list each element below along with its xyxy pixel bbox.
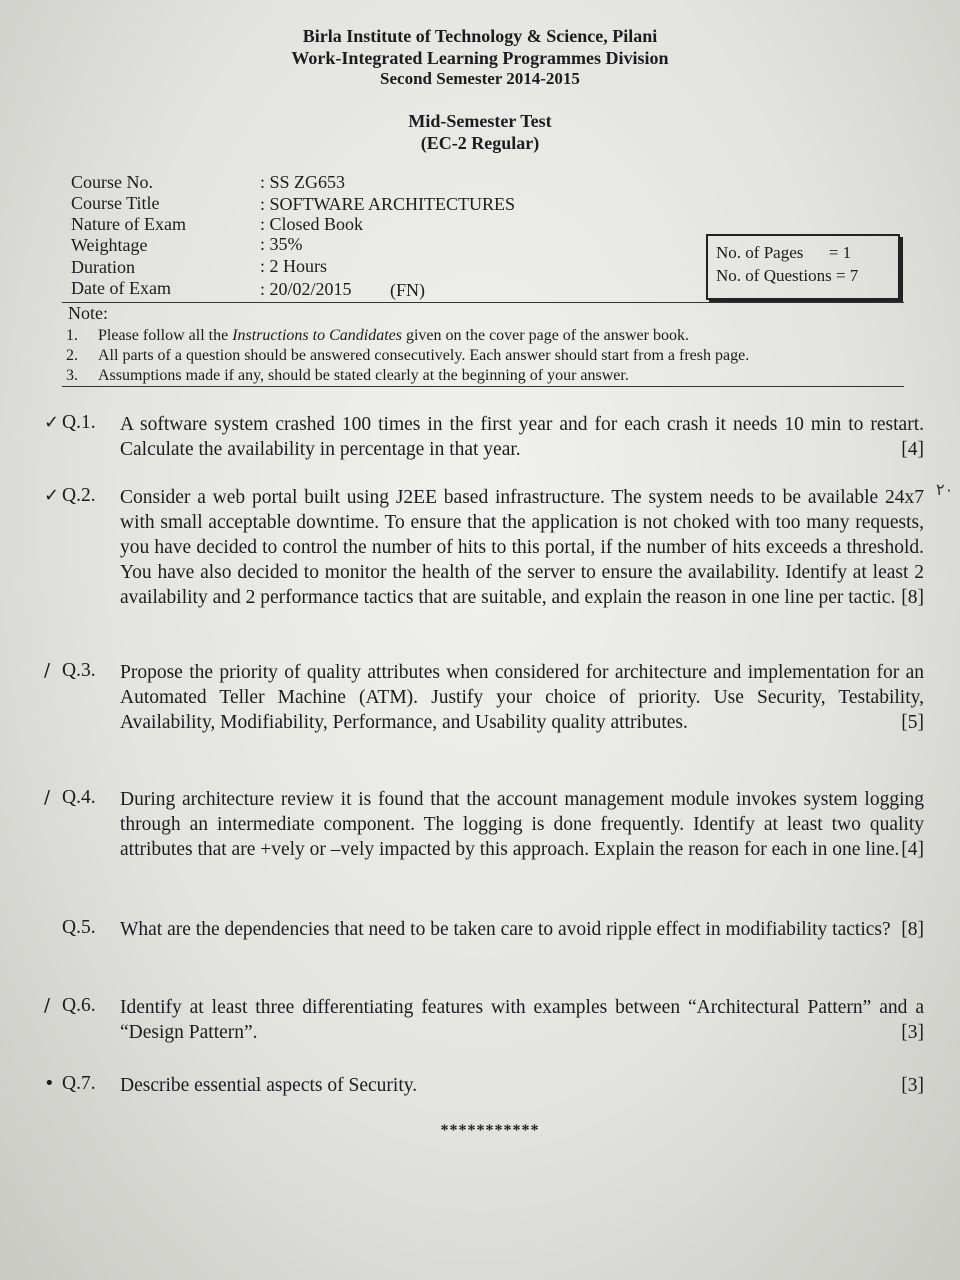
course-no-label: Course No.: [71, 172, 153, 192]
divider-top: [62, 302, 904, 303]
nature-label: Nature of Exam: [71, 214, 186, 234]
note-num-1: 1.: [66, 327, 78, 344]
date-label: Date of Exam: [71, 278, 171, 298]
note-title: Note:: [68, 303, 108, 323]
weightage-label: Weightage: [71, 235, 148, 255]
weightage-value: : 35%: [260, 234, 303, 254]
tick-mark-icon: /: [44, 787, 51, 808]
nature-value: : Closed Book: [260, 214, 364, 234]
check-mark-icon: ✓: [44, 485, 60, 506]
question-number: Q.5.: [62, 917, 96, 938]
question-4: [44, 787, 924, 862]
question-marks: [8]: [901, 587, 924, 608]
institute-name: Birla Institute of Technology & Science, Pilani: [302, 26, 658, 46]
test-title: Mid-Semester Test: [408, 111, 552, 131]
division-name: Work-Integrated Learning Programmes Division: [291, 48, 669, 68]
date-value: : 20/02/2015: [260, 279, 352, 299]
course-title-value: : SOFTWARE ARCHITECTURES: [260, 194, 516, 214]
question-number: Q.3.: [62, 660, 96, 681]
end-stars: ***********: [440, 1122, 540, 1139]
pages-count: No. of Pages = 1: [716, 243, 852, 262]
question-text: What are the dependencies that need to be taken care to avoid ripple effect in modifiability tactics?: [120, 919, 891, 940]
course-title-label: Course Title: [71, 193, 160, 213]
question-marks: [5]: [901, 712, 924, 733]
duration-value: : 2 Hours: [260, 256, 327, 276]
question-2: [44, 485, 924, 610]
semester: Second Semester 2014-2015: [380, 69, 580, 88]
note-item-3: Assumptions made if any, should be stated clearly at the beginning of your answer.: [98, 367, 629, 384]
question-text: Identify at least three differentiating features with examples between “Architectural Pattern” and a “Design Pattern”.: [120, 997, 924, 1043]
question-marks: [4]: [901, 439, 924, 460]
question-marks: [3]: [901, 1075, 924, 1096]
question-5: [44, 917, 924, 942]
note-num-3: 3.: [66, 367, 78, 384]
question-7: [44, 1073, 924, 1098]
session: (FN): [390, 280, 425, 300]
question-text: During architecture review it is found that the account management module invokes system logging through an intermediate component. The logging is done frequently. Identify at least two quality attributes that are +vely or –vely impacted by this approach. Explain the reason for each in one line.: [120, 789, 924, 860]
question-marks: [8]: [901, 919, 924, 940]
question-number: Q.7.: [62, 1073, 96, 1094]
question-text: A software system crashed 100 times in the first year and for each crash it needs 10 min to restart. Calculate the availability in percentage in that year.: [120, 414, 924, 460]
note-num-2: 2.: [66, 347, 78, 364]
divider-bottom: [62, 386, 904, 387]
question-text: Propose the priority of quality attributes when considered for architecture and implementation for an Automated Teller Machine (ATM). Justify your choice of priority. Use Security, Testability, Availability, Modifiability, Performance, and Usability quality attributes.: [120, 662, 924, 733]
note-item-2: All parts of a question should be answered consecutively. Each answer should start from a fresh page.: [98, 347, 750, 364]
question-1: [44, 412, 924, 462]
note-item-1: Please follow all the Instructions to Candidates given on the cover page of the answer book.: [98, 327, 689, 344]
question-3: [44, 660, 924, 735]
question-6: [44, 995, 924, 1045]
duration-label: Duration: [71, 257, 135, 277]
question-text: Consider a web portal built using J2EE based infrastructure. The system needs to be available 24x7 with small acceptable downtime. To ensure that the application is not choked with too many requests, you have decided to control the number of hits to this portal, if the number of hits exceeds a threshold. You have also decided to monitor the health of the server to ensure the availability. Identify at least 2 availability and 2 performance tactics that are suitable, and explain the reason in one line per tactic.: [120, 487, 924, 608]
question-number: Q.1.: [62, 412, 96, 433]
test-type: (EC-2 Regular): [420, 133, 540, 153]
question-number: Q.4.: [62, 787, 96, 808]
questions-count: No. of Questions = 7: [716, 266, 859, 285]
check-mark-icon: ✓: [44, 412, 60, 433]
question-number: Q.6.: [62, 995, 96, 1016]
margin-scribble: ٢٠: [936, 480, 954, 499]
question-number: Q.2.: [62, 485, 96, 506]
dot-mark-icon: •: [44, 1073, 55, 1094]
question-marks: [4]: [901, 839, 924, 860]
tick-mark-icon: /: [44, 995, 51, 1016]
tick-mark-icon: /: [44, 660, 51, 681]
course-no-value: : SS ZG653: [260, 172, 346, 192]
question-text: Describe essential aspects of Security.: [120, 1075, 418, 1096]
question-marks: [3]: [901, 1022, 924, 1043]
